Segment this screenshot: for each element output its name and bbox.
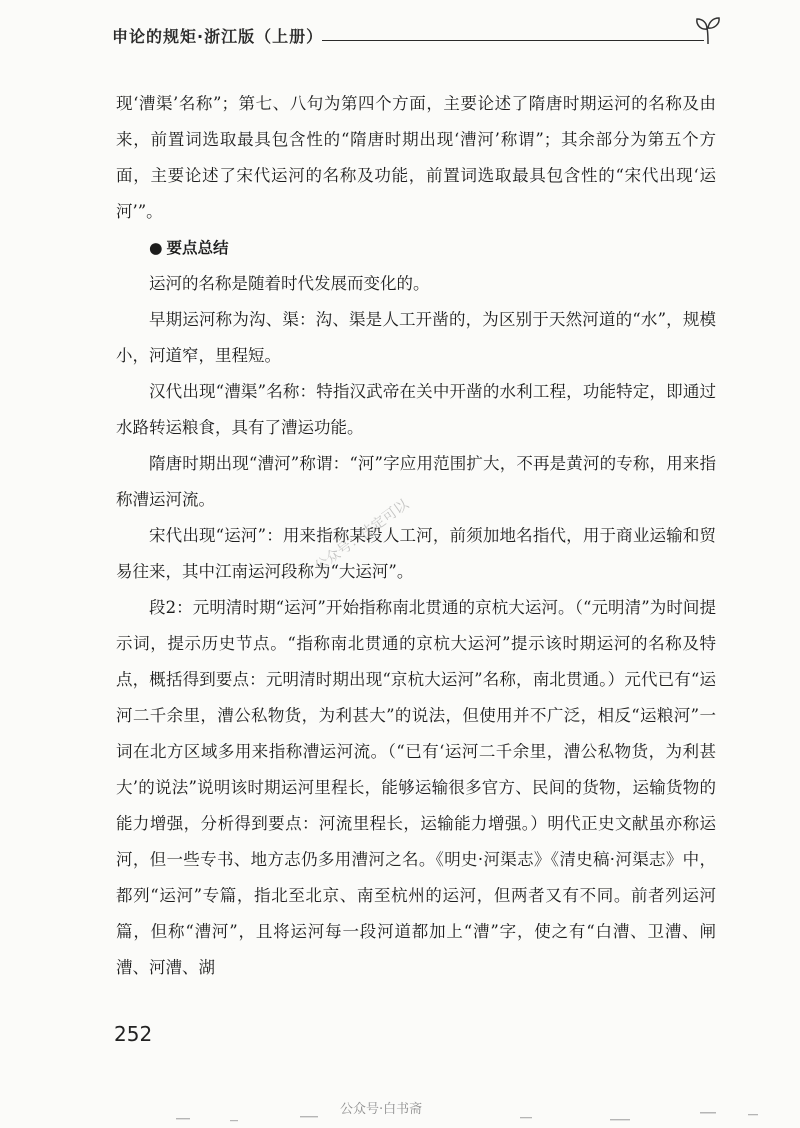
book-title: 申论的规矩·浙江版（上册） <box>112 27 324 46</box>
scan-specks <box>0 1100 800 1128</box>
summary-intro: 运河的名称是随着时代发展而变化的。 <box>149 274 430 293</box>
summary-early: 早期运河称为沟、渠：沟、渠是人工开凿的，为区别于天然河道的“水”，规模小，河道窄，里程短。 <box>116 310 716 365</box>
bottom-watermark: 公众号·白书斋 <box>340 1102 423 1117</box>
summary-han: 汉代出现“漕渠”名称：特指汉武帝在关中开凿的水利工程，功能特定，即通过水路转运粮食，具有了漕运功能。 <box>116 382 716 437</box>
header-rule <box>322 40 704 41</box>
section-heading-text: 要点总结 <box>166 239 229 257</box>
section-heading <box>116 230 716 266</box>
page-number: 252 <box>114 1022 153 1046</box>
watermark-stamp: 公众号：法定可以 <box>311 496 412 576</box>
sprout-icon <box>694 16 722 46</box>
summary-suitang: 隋唐时期出现“漕河”称谓：“河”字应用范围扩大，不再是黄河的专称，用来指称漕运河流。 <box>116 454 716 509</box>
bullet-icon: ● <box>149 239 163 257</box>
running-header <box>112 20 716 48</box>
summary-song: 宋代出现“运河”：用来指称某段人工河，前须加地名指代，用于商业运输和贸易往来，其中江南运河段称为“大运河”。 <box>116 526 716 581</box>
page-body <box>116 86 716 986</box>
paragraph-continued: 现‘漕渠’名称”；第七、八句为第四个方面，主要论述了隋唐时期运河的名称及由来，前置词选取最具包含性的“隋唐时期出现‘漕河’称谓”；其余部分为第五个方面，主要论述了宋代运河的名称及功能，前置词选取最具包含性的“宋代出现‘运河’”。 <box>116 94 716 221</box>
paragraph-segment-2: 段2：元明清时期“运河”开始指称南北贯通的京杭大运河。（“元明清”为时间提示词，提示历史节点。“指称南北贯通的京杭大运河”提示该时期运河的名称及特点，概括得到要点：元明清时期出现“京杭大运河”名称，南北贯通。）元代已有“运河二千余里，漕公私物货，为利甚大”的说法，但使用并不广泛，相反“运粮河”一词在北方区域多用来指称漕运河流。（“已有‘运河二千余里，漕公私物货，为利甚大’的说法”说明该时期运河里程长，能够运输很多官方、民间的货物，运输货物的能力增强，分析得到要点：河流里程长，运输能力增强。）明代正史文献虽亦称运河，但一些专书、地方志仍多用漕河之名。《明史·河渠志》《清史稿·河渠志》中，都列“运河”专篇，指北至北京、南至杭州的运河，但两者又有不同。前者列运河篇，但称“漕河”，且将运河每一段河道都加上“漕”字，使之有“白漕、卫漕、闸漕、河漕、湖 <box>116 598 716 977</box>
